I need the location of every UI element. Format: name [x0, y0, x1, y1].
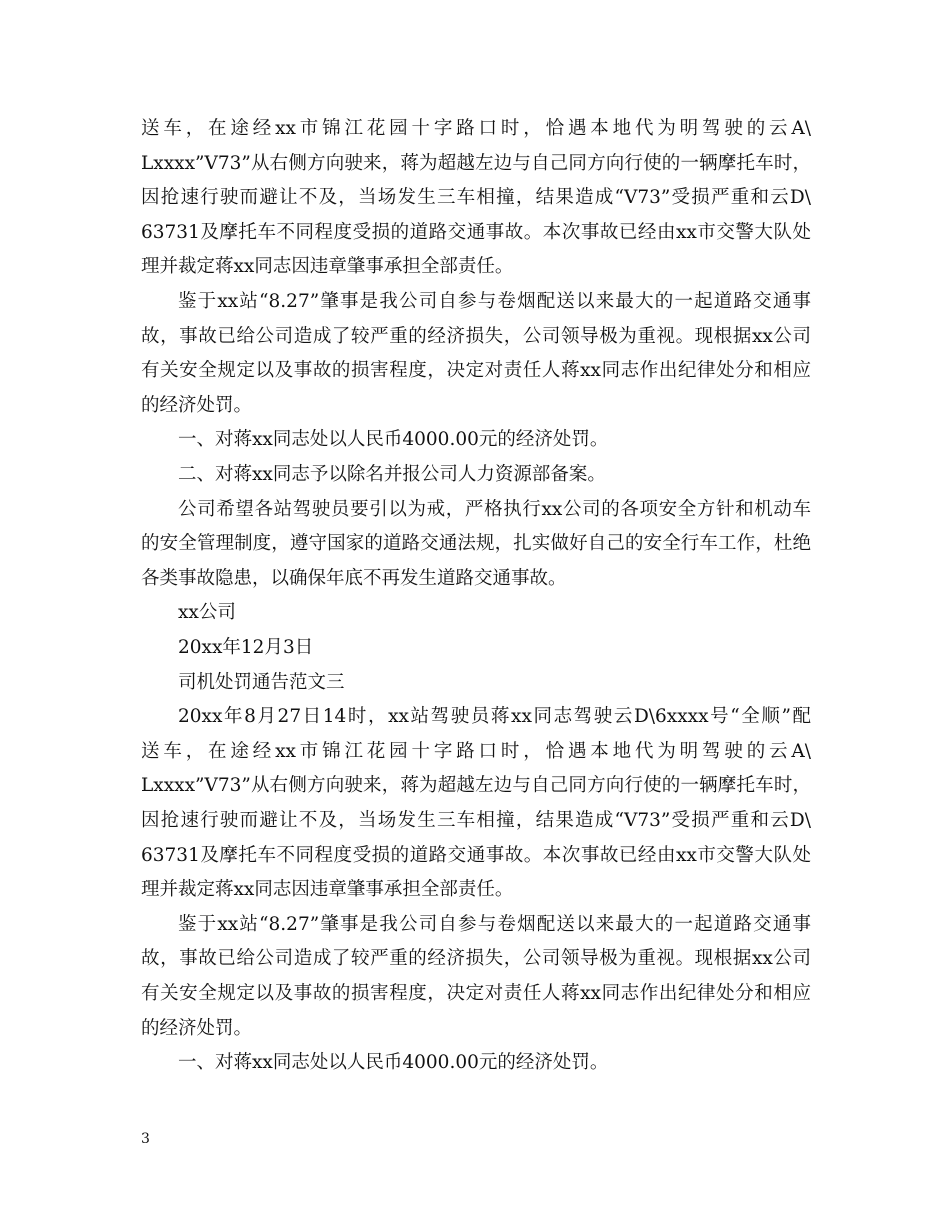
text-line: 故，事故已给公司造成了较严重的经济损失，公司领导极为重视。现根据xx公司 — [141, 325, 811, 347]
paragraph-start: 鉴于xx站“8.27”肇事是我公司自参与卷烟配送以来最大的一起道路交通事 — [178, 291, 811, 312]
text-line: 送车，在途经xx市锦江花园十字路口时，恰遇本地代为明驾驶的云A\ — [141, 118, 811, 139]
page-number: 3 — [141, 1131, 150, 1147]
text-line: 的经济处罚。 — [141, 394, 253, 416]
paragraph-start: 公司希望各站驾驶员要引以为戒，严格执行xx公司的各项安全方针和机动车 — [178, 498, 811, 520]
text-line: 故，事故已给公司造成了较严重的经济损失，公司领导极为重视。现根据xx公司 — [141, 948, 811, 970]
section-heading: 司机处罚通告范文三 — [178, 671, 345, 693]
text-line: 有关安全规定以及事故的损害程度，决定对责任人蒋xx同志作出纪律处分和相应 — [141, 360, 811, 382]
penalty-item: 一、对蒋xx同志处以人民币4000.00元的经济处罚。 — [178, 429, 609, 451]
text-line: 的安全管理制度，遵守国家的道路交通法规，扎实做好自己的安全行车工作，杜绝 — [141, 533, 811, 555]
signature-date: 20xx年12月3日 — [178, 637, 314, 658]
text-line: Lxxxx”V73”从右侧方向驶来，蒋为超越左边与自己同方向行使的一辆摩托车时， — [141, 152, 811, 174]
text-line: 的经济处罚。 — [141, 1017, 253, 1039]
text-line: 各类事故隐患，以确保年底不再发生道路交通事故。 — [141, 567, 567, 589]
penalty-item: 一、对蒋xx同志处以人民币4000.00元的经济处罚。 — [178, 1052, 609, 1074]
text-line: 有关安全规定以及事故的损害程度，决定对责任人蒋xx同志作出纪律处分和相应 — [141, 983, 811, 1004]
text-line: 理并裁定蒋xx同志因违章肇事承担全部责任。 — [141, 879, 514, 901]
signature-company: xx公司 — [178, 602, 236, 624]
text-line: 63731及摩托车不同程度受损的道路交通事故。本次事故已经由xx市交警大队处 — [141, 221, 811, 243]
text-line: 理并裁定蒋xx同志因违章肇事承担全部责任。 — [141, 256, 514, 278]
paragraph-start: 鉴于xx站“8.27”肇事是我公司自参与卷烟配送以来最大的一起道路交通事 — [178, 913, 811, 935]
text-line: 63731及摩托车不同程度受损的道路交通事故。本次事故已经由xx市交警大队处 — [141, 844, 811, 866]
penalty-item: 二、对蒋xx同志予以除名并报公司人力资源部备案。 — [178, 464, 606, 485]
text-line: 送车，在途经xx市锦江花园十字路口时，恰遇本地代为明驾驶的云A\ — [141, 740, 811, 762]
text-line: 因抢速行驶而避让不及，当场发生三车相撞，结果造成“V73”受损严重和云D\ — [141, 810, 811, 831]
text-line: 因抢速行驶而避让不及，当场发生三车相撞，结果造成“V73”受损严重和云D\ — [141, 187, 811, 209]
paragraph-start: 20xx年8月27日14时，xx站驾驶员蒋xx同志驾驶云D\6xxxx号“全顺”配 — [178, 706, 811, 728]
text-line: Lxxxx”V73”从右侧方向驶来，蒋为超越左边与自己同方向行使的一辆摩托车时， — [141, 775, 811, 797]
